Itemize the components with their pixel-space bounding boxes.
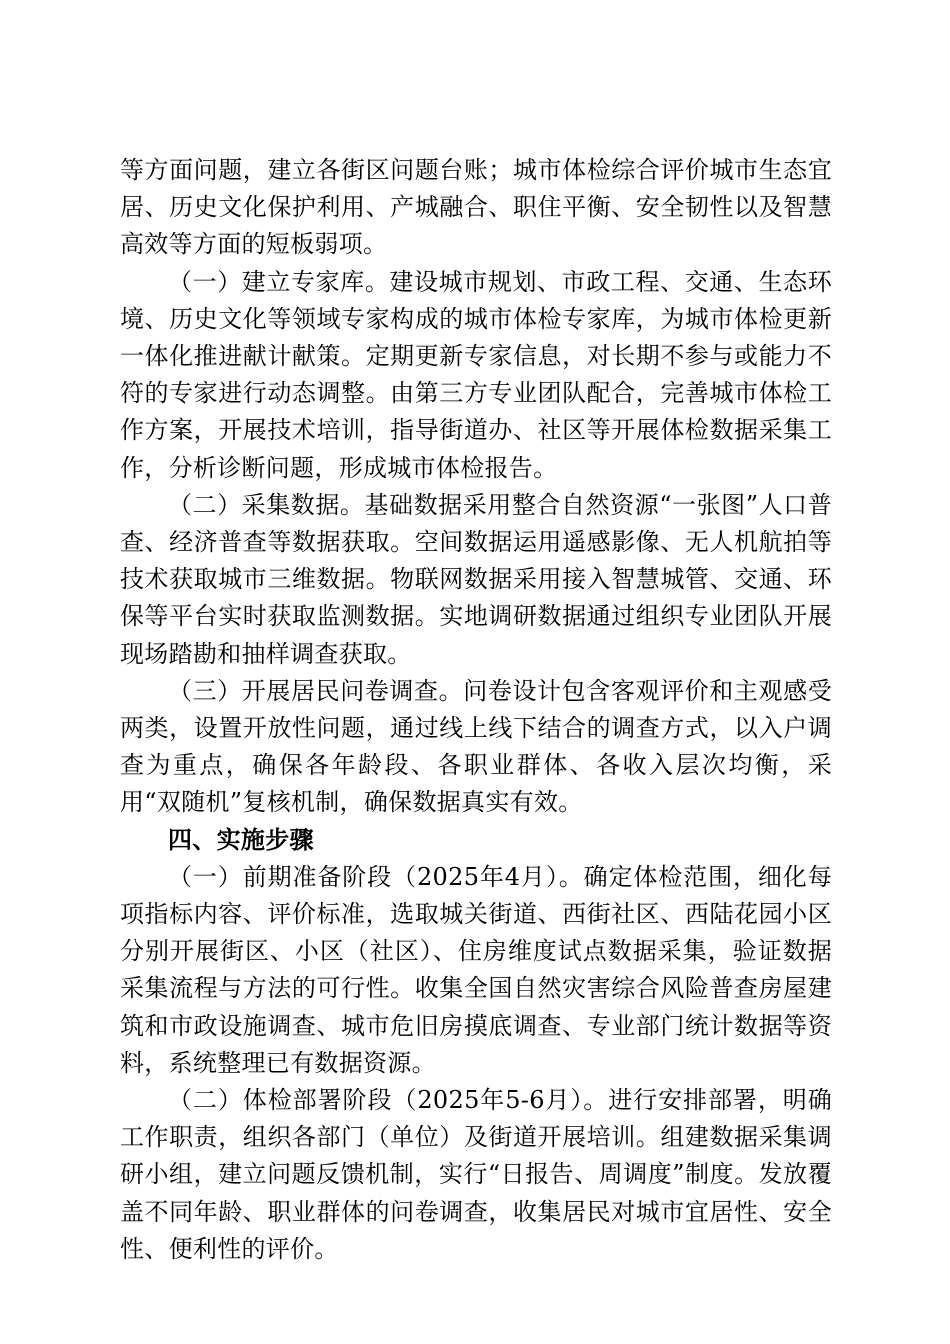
paragraph-data-collection: （二）采集数据。基础数据采用整合自然资源“一张图”人口普查、经济普查等数据获取。空间数据运用遥感影像、无人机航拍等技术获取城市三维数据。物联网数据采用接入智慧城管、交通、环保等平台实时获取监测数据。实地调研数据通过组织专业团队开展现场踏勘和抽样调查获取。 xyxy=(120,490,832,668)
paragraph-step-preparation: （一）前期准备阶段（2025年4月）。确定体检范围，细化每项指标内容、评价标准，选取城关街道、西街社区、西陆花园小区分别开展街区、小区（社区）、住房维度试点数据采集，验证数据采集流程与方法的可行性。收集全国自然灾害综合风险普查房屋建筑和市政设施调查、城市危旧房摸底调查、专业部门统计数据等资料，系统整理已有数据资源。 xyxy=(120,862,832,1077)
paragraph-continuation: 等方面问题，建立各街区问题台账；城市体检综合评价城市生态宜居、历史文化保护利用、产城融合、职住平衡、安全韧性以及智慧高效等方面的短板弱项。 xyxy=(120,156,832,259)
section-heading: 四、实施步骤 xyxy=(168,825,314,854)
paragraph-step-deployment: （二）体检部署阶段（2025年5-6月）。进行安排部署，明确工作职责，组织各部门（单位）及街道开展培训。组建数据采集调研小组，建立问题反馈机制，实行“日报告、周调度”制度。发放覆盖不同年龄、职业群体的问卷调查，收集居民对城市宜居性、安全性、便利性的评价。 xyxy=(120,1086,832,1263)
document-body xyxy=(120,152,832,1268)
paragraph-expert-pool: （一）建立专家库。建设城市规划、市政工程、交通、生态环境、历史文化等领域专家构成的城市体检专家库，为城市体检更新一体化推进献计献策。定期更新专家信息，对长期不参与或能力不符的专家进行动态调整。由第三方专业团队配合，完善城市体检工作方案，开展技术培训，指导街道办、社区等开展体检数据采集工作，分析诊断问题，形成城市体检报告。 xyxy=(120,267,832,482)
paragraph-resident-survey: （三）开展居民问卷调查。问卷设计包含客观评价和主观感受两类，设置开放性问题，通过线上线下结合的调查方式，以入户调查为重点，确保各年龄段、各职业群体、各收入层次均衡，采用“双随机”复核机制，确保数据真实有效。 xyxy=(120,676,832,817)
